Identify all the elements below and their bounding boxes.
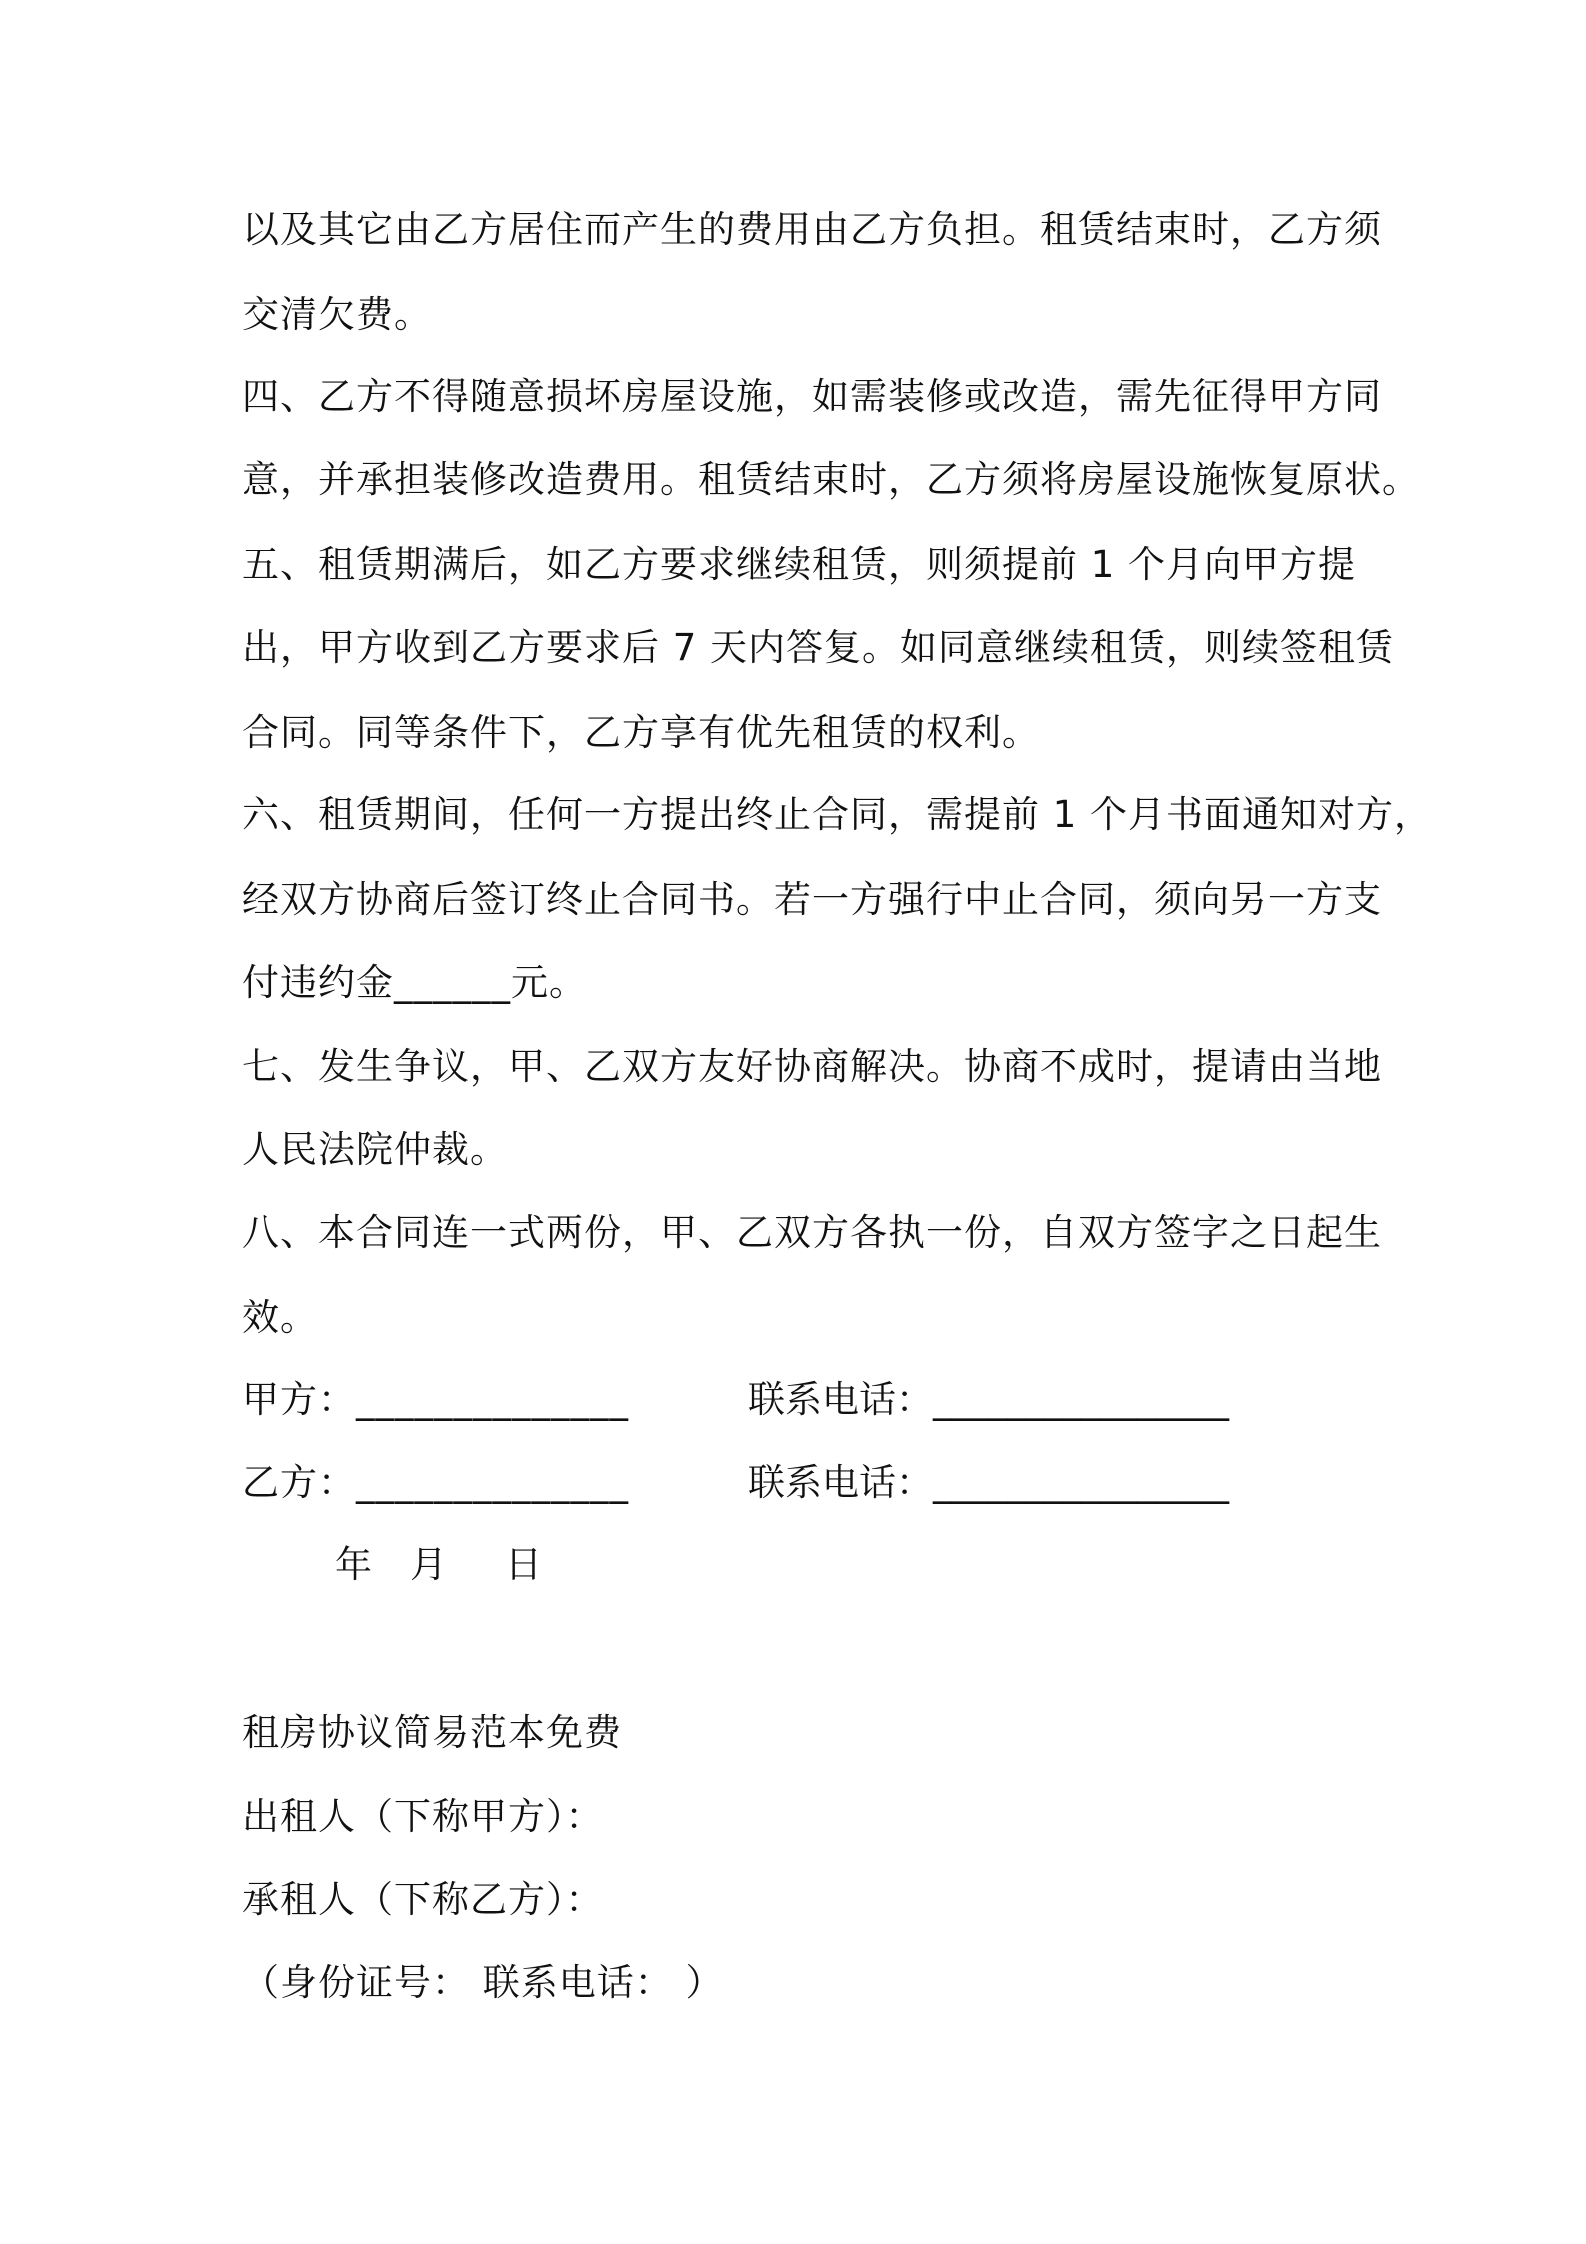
lessee-line: 承租人（下称乙方）： bbox=[242, 1878, 604, 1921]
date-month: 月 bbox=[410, 1543, 447, 1586]
second-document-title: 租房协议简易范本免费 bbox=[242, 1711, 622, 1754]
clause-5-line-2: 出，甲方收到乙方要求后 7 天内答复。如同意继续租赁，则续签租赁 bbox=[242, 626, 1395, 669]
party-b-phone-line: 联系电话：________________ bbox=[748, 1461, 1229, 1504]
party-a-phone-line: 联系电话：________________ bbox=[748, 1378, 1229, 1421]
party-a-signature-line: 甲方：______________ bbox=[242, 1378, 629, 1421]
date-year: 年 bbox=[335, 1543, 372, 1586]
clause-5-line-1: 五、租赁期满后，如乙方要求继续租赁，则须提前 1 个月向甲方提 bbox=[242, 543, 1357, 586]
clause-6-line-1: 六、租赁期间，任何一方提出终止合同，需提前 1 个月书面通知对方， bbox=[242, 793, 1433, 836]
party-b-signature-line: 乙方：______________ bbox=[242, 1461, 629, 1504]
id-phone-line: （身份证号： 联系电话： ） bbox=[242, 1961, 724, 2004]
lessor-line: 出租人（下称甲方）： bbox=[242, 1795, 604, 1838]
clause-3-line-2: 交清欠费。 bbox=[242, 293, 432, 336]
clause-5-line-3: 合同。同等条件下，乙方享有优先租赁的权利。 bbox=[242, 711, 1040, 754]
clause-4-line-2: 意，并承担装修改造费用。租赁结束时，乙方须将房屋设施恢复原状。 bbox=[242, 458, 1420, 501]
clause-6-line-2: 经双方协商后签订终止合同书。若一方强行中止合同，须向另一方支 bbox=[242, 878, 1382, 921]
clause-6-line-3: 付违约金______元。 bbox=[242, 961, 587, 1004]
clause-8-line-2: 效。 bbox=[242, 1296, 318, 1339]
date-day: 日 bbox=[505, 1543, 542, 1586]
clause-7-line-1: 七、发生争议，甲、乙双方友好协商解决。协商不成时，提请由当地 bbox=[242, 1045, 1382, 1088]
clause-8-line-1: 八、本合同连一式两份，甲、乙双方各执一份，自双方签字之日起生 bbox=[242, 1211, 1382, 1254]
clause-4-line-1: 四、乙方不得随意损坏房屋设施，如需装修或改造，需先征得甲方同 bbox=[242, 375, 1382, 418]
clause-7-line-2: 人民法院仲裁。 bbox=[242, 1128, 508, 1171]
clause-3-line-1: 以及其它由乙方居住而产生的费用由乙方负担。租赁结束时，乙方须 bbox=[242, 208, 1382, 251]
